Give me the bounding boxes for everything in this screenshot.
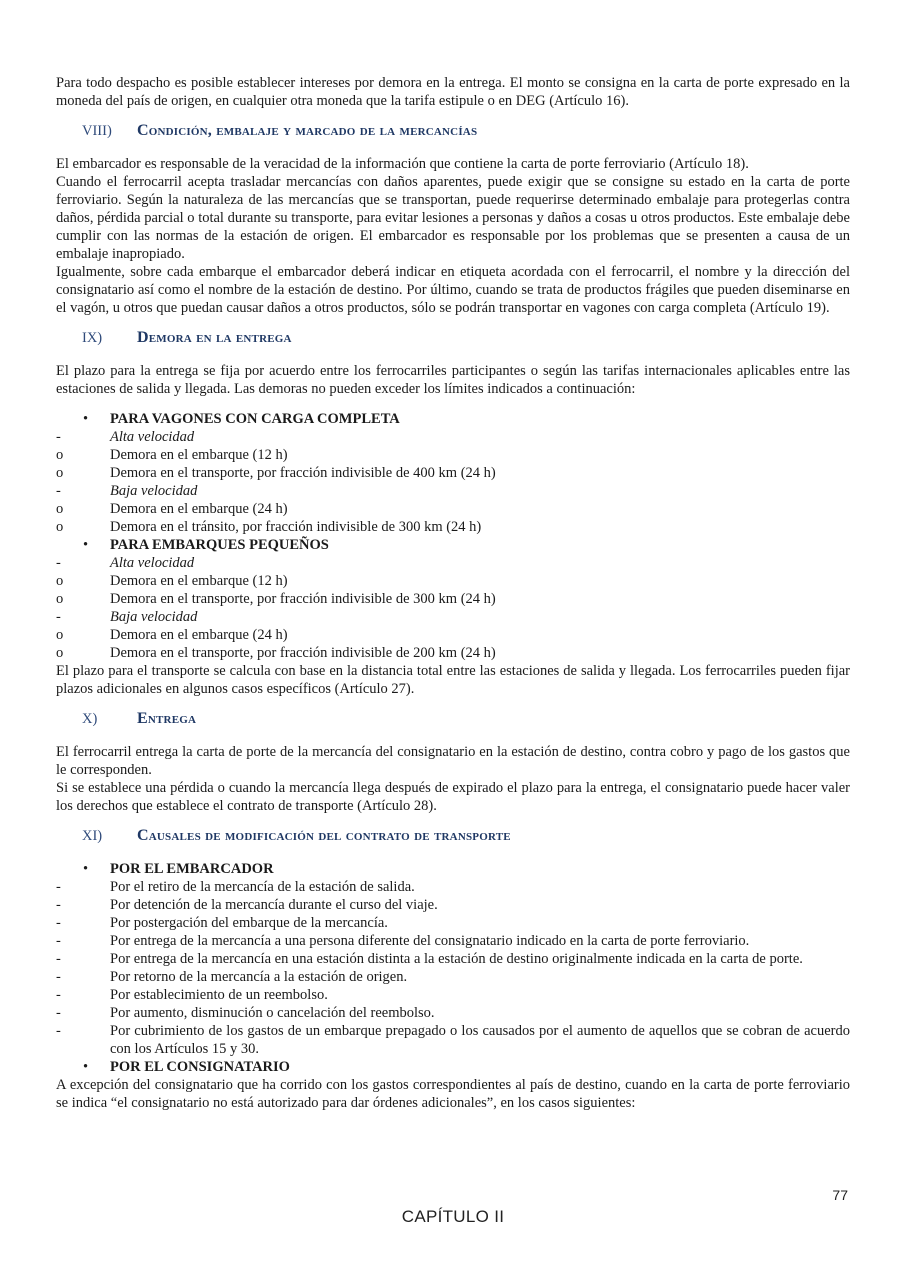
bullet-icon: • (83, 861, 89, 877)
list-item-text: Por entrega de la mercancía en una estación distinta a la estación de destino originalmente indicada en la carta de porte. (110, 951, 803, 967)
list-item (56, 968, 850, 986)
section-title: Causales de modificación del contrato de transporte (137, 827, 511, 844)
list-item (56, 950, 850, 968)
section-heading-xi (56, 827, 850, 845)
list-item-text: Por detención de la mercancía durante el curso del viaje. (110, 897, 438, 913)
section-heading-x (56, 710, 850, 728)
paragraph: El ferrocarril entrega la carta de porte de la mercancía del consignatario en la estación de destino, contra cobro y pago de los gastos que le corresponden. (56, 744, 850, 778)
list-item (56, 626, 850, 644)
section-number: VIII) (82, 123, 112, 139)
section-number: XI) (82, 828, 103, 844)
section-title: Condición, embalaje y marcado de la mercancías (137, 122, 478, 139)
list-item-text: Demora en el transporte, por fracción indivisible de 200 km (24 h) (110, 645, 496, 661)
section-heading-ix (56, 329, 850, 347)
circle-bullet-icon: o (56, 465, 64, 481)
list-item-text: Demora en el transporte, por fracción indivisible de 400 km (24 h) (110, 465, 496, 481)
list-item-text: Demora en el tránsito, por fracción indivisible de 300 km (24 h) (110, 519, 482, 535)
list-item (56, 572, 850, 590)
paragraph: Cuando el ferrocarril acepta trasladar mercancías con daños aparentes, puede exigir que se consigne su estado en la carta de porte ferroviario. Según la naturaleza de las mercancías que se transportan, puede requerirse determinado embalaje para protegerlas contra daños, pérdida parcial o total durante su transporte, para evitar lesiones a personas y daños a cosas u otros productos. Este embalaje debe cumplir con las normas de la estación de origen. El embarcador es responsable por los problemas que se presenten a causa de un embalaje inapropiado. (56, 174, 850, 262)
list-item (56, 518, 850, 536)
bullet-icon: • (83, 537, 89, 553)
dash-bullet-icon: - (56, 483, 61, 499)
list-item-text: Por retorno de la mercancía a la estación de origen. (110, 969, 408, 985)
circle-bullet-icon: o (56, 519, 64, 535)
list-item (56, 878, 850, 896)
chapter-footer: CAPÍTULO II (401, 1207, 505, 1226)
list-item (56, 986, 850, 1004)
dash-bullet-icon: - (56, 969, 61, 985)
list-item-text: Alta velocidad (110, 555, 195, 571)
section-number: IX) (82, 330, 103, 346)
paragraph: A excepción del consignatario que ha corrido con los gastos correspondientes al país de destino, cuando en la carta de porte ferroviario se indica “el consignatario no está autorizado para dar órdenes adicionales”, en los casos siguientes: (56, 1077, 850, 1111)
dash-bullet-icon: - (56, 897, 61, 913)
list-item (56, 410, 850, 428)
list-item-text: PARA VAGONES CON CARGA COMPLETA (110, 411, 400, 427)
list-item-text: PARA EMBARQUES PEQUEÑOS (110, 537, 329, 553)
list-item (56, 608, 850, 626)
list-item (56, 446, 850, 464)
bullet-icon: • (83, 1059, 89, 1075)
paragraph: Igualmente, sobre cada embarque el embarcador deberá indicar en etiqueta acordada con el ferrocarril, el nombre y la dirección del consignatario así como el nombre de la estación de destino. Por último, cuando se trata de productos frágiles que pueden diseminarse en el vagón, u otros que puedan causar daños a otros productos, sólo se podrán transportar en vagones con carga completa (Artículo 19). (56, 264, 850, 316)
list-item (56, 500, 850, 518)
list-item-text: Demora en el embarque (24 h) (110, 627, 288, 643)
dash-bullet-icon: - (56, 915, 61, 931)
list-item-text: Demora en el embarque (12 h) (110, 447, 288, 463)
paragraph: El plazo para el transporte se calcula con base en la distancia total entre las estaciones de salida y llegada. Los ferrocarriles pueden fijar plazos adicionales en algunos casos específicos (Artículo 27). (56, 663, 850, 697)
dash-bullet-icon: - (56, 879, 61, 895)
list-item-text: Alta velocidad (110, 429, 195, 445)
section-title: Entrega (137, 710, 197, 727)
dash-bullet-icon: - (56, 609, 61, 625)
circle-bullet-icon: o (56, 645, 64, 661)
list-item-text: Demora en el embarque (24 h) (110, 501, 288, 517)
list-item-text: Por postergación del embarque de la mercancía. (110, 915, 388, 931)
list-item-text: Por cubrimiento de los gastos de un embarque prepagado o los causados por el aumento de aquellos que se cobran de acuerdo con los Artículos 15 y 30. (110, 1023, 850, 1057)
dash-bullet-icon: - (56, 987, 61, 1003)
list-item (56, 914, 850, 932)
list-item-text: Por establecimiento de un reembolso. (110, 987, 328, 1003)
section-x-text (56, 743, 850, 815)
list-item-text: Demora en el transporte, por fracción indivisible de 300 km (24 h) (110, 591, 496, 607)
list-item-text: Por entrega de la mercancía a una persona diferente del consignatario indicado en la carta de porte ferroviario. (110, 933, 750, 949)
list-item (56, 428, 850, 446)
list-item-text: Por aumento, disminución o cancelación del reembolso. (110, 1005, 435, 1021)
intro-paragraph: Para todo despacho es posible establecer intereses por demora en la entrega. El monto se consigna en la carta de porte expresado en la moneda del país de origen, en cualquier otra moneda que la tarifa estipule o en DEG (Artículo 16). (56, 75, 850, 109)
list-item (56, 860, 850, 878)
dash-bullet-icon: - (56, 1005, 61, 1021)
paragraph: Si se establece una pérdida o cuando la mercancía llega después de expirado el plazo para la entrega, el consignatario puede hacer valer los derechos que establece el contrato de transporte (Artículo 28). (56, 780, 850, 814)
list-item-text: POR EL CONSIGNATARIO (110, 1059, 290, 1075)
list-item (56, 554, 850, 572)
dash-bullet-icon: - (56, 555, 61, 571)
dash-bullet-icon: - (56, 951, 61, 967)
shipper-causes-list (56, 860, 850, 1058)
dash-bullet-icon: - (56, 933, 61, 949)
dash-bullet-icon: - (56, 429, 61, 445)
list-item-text: Demora en el embarque (12 h) (110, 573, 288, 589)
list-item-text: POR EL EMBARCADOR (110, 861, 274, 877)
section-heading-viii (56, 122, 850, 140)
list-item (56, 482, 850, 500)
list-item (56, 896, 850, 914)
list-item (56, 644, 850, 662)
section-title: Demora en la entrega (137, 329, 292, 346)
list-item-text: Baja velocidad (110, 609, 198, 625)
paragraph: El plazo para la entrega se fija por acuerdo entre los ferrocarriles participantes o según las tarifas internacionales aplicables entre las estaciones de salida y llegada. Las demoras no pueden exceder los límites indicados a continuación: (56, 363, 850, 397)
paragraph: El embarcador es responsable de la veracidad de la información que contiene la carta de porte ferroviario (Artículo 18). (56, 156, 749, 172)
list-item (56, 1004, 850, 1022)
list-item (56, 464, 850, 482)
list-item (56, 1022, 850, 1058)
bullet-icon: • (83, 411, 89, 427)
document-body (56, 74, 850, 1112)
circle-bullet-icon: o (56, 627, 64, 643)
list-item (56, 590, 850, 608)
section-viii-text (56, 155, 850, 317)
circle-bullet-icon: o (56, 501, 64, 517)
page-number: 77 (832, 1187, 848, 1203)
list-item-text: Baja velocidad (110, 483, 198, 499)
circle-bullet-icon: o (56, 591, 64, 607)
circle-bullet-icon: o (56, 573, 64, 589)
list-item-text: Por el retiro de la mercancía de la estación de salida. (110, 879, 415, 895)
consignee-causes-list (56, 1058, 850, 1076)
delay-limits-list (56, 410, 850, 662)
list-item (56, 932, 850, 950)
section-number: X) (82, 711, 98, 727)
list-item (56, 536, 850, 554)
list-item (56, 1058, 850, 1076)
dash-bullet-icon: - (56, 1023, 61, 1039)
circle-bullet-icon: o (56, 447, 64, 463)
